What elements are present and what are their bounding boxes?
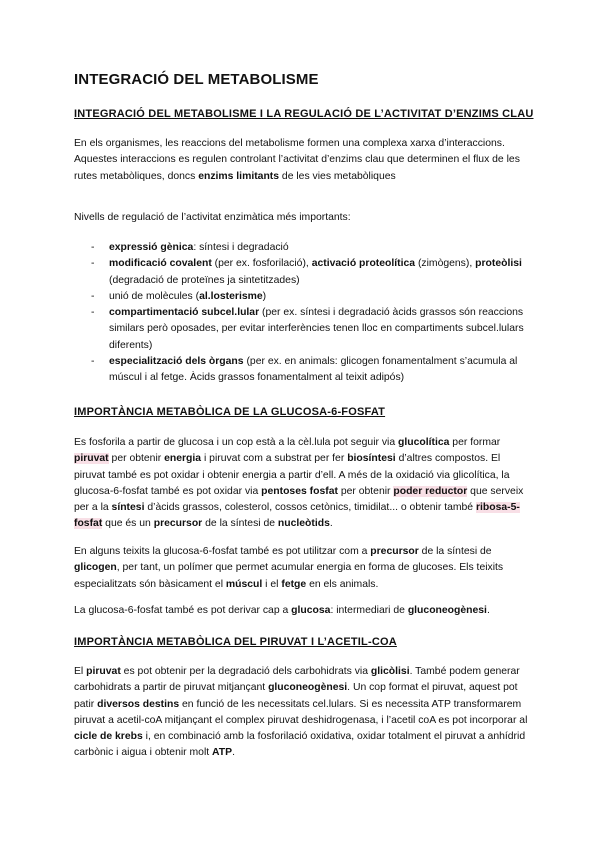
highlighted-term: piruvat <box>74 453 109 465</box>
text-run: . També podem generar carbohidrats a partir de piruvat mitjançant <box>74 666 520 694</box>
bold-term: al.losterisme <box>199 290 263 302</box>
text-run: que serveix per a la <box>74 485 524 514</box>
highlighted-term: poder reductor <box>393 485 468 497</box>
text-run: unió de molècules ( <box>109 290 200 302</box>
paragraph-g6p-2 <box>74 544 534 593</box>
text-run: . <box>329 518 333 530</box>
bold-term: síntesi <box>111 502 145 514</box>
bold-term: fetge <box>281 578 307 590</box>
page-title: INTEGRACIÓ DEL METABOLISME <box>74 71 319 88</box>
text-run: (degradació de proteïnes ja sintetitzades) <box>109 274 300 286</box>
text-run: d’altres compostos. El piruvat també es pot oxidar i obtenir energia a partir d’ell. A més de la oxidació via glicolítica, la glucosa-6-fosfat també es pot oxidar via <box>74 453 510 497</box>
text-run: en funció de les necessitats cel.lulars. Si es necessita ATP transformarem piruvat a acetil-coA mitjançant el complex piruvat deshidrogenasa, i l’acetil coA es pot incorporar al <box>74 698 528 726</box>
bold-term: precursor <box>153 518 203 530</box>
bold-term: cicle de krebs <box>74 731 143 743</box>
bold-term: precursor <box>370 546 419 557</box>
paragraph-intro <box>74 136 534 185</box>
text-run: . <box>486 605 490 616</box>
text-run: i, en combinació amb la fosforilació oxidativa, oxidar totalment el piruvat a anhídrid carbònic i aigua i obtenir molt <box>74 731 526 759</box>
text-run: de la síntesi de <box>202 518 278 530</box>
bold-term: energia <box>164 453 202 465</box>
bold-term: glucolítica <box>398 437 450 448</box>
bold-term: biosíntesi <box>347 453 396 465</box>
text-run: , per tant, un polímer que permet acumular energia en forma de glucoses. Els teixits especialitzats són bàsicament el <box>74 562 504 590</box>
text-run: . Un cop format el piruvat, aquest pot patir <box>74 682 518 710</box>
text-run: (per ex. en animals: glicogen fonamentalment s’acumula al múscul i al fetge. Àcids grassos fonamentalment al teixit adipós) <box>109 356 518 384</box>
bold-term: gluconeogènesi <box>268 682 348 694</box>
text-run: d’àcids grassos, colesterol, cossos cetònics, timidilat... o obtenir també <box>144 502 476 514</box>
bold-term: pentoses fosfat <box>261 485 338 497</box>
text-run: El <box>74 666 87 677</box>
paragraph-g6p-3 <box>74 603 534 619</box>
text-run: i el <box>262 578 282 590</box>
text-run: En els organismes, les reaccions del metabolisme formen una complexa xarxa d’interaccions. Aquestes interaccions es regulen controlant l’activitat d’enzims clau que determinen el flux de les rutes metabòliques, doncs <box>74 138 520 182</box>
bold-term: ATP <box>212 747 233 759</box>
list-item <box>74 289 534 305</box>
paragraph-g6p-1 <box>74 435 534 533</box>
bold-term: compartimentació subcel.lular <box>109 307 260 319</box>
section-heading-pyruvate: IMPORTÀNCIA METABÒLICA DEL PIRUVAT I L’ACETIL-COA <box>74 636 397 648</box>
text-run: de la síntesi de <box>418 546 492 557</box>
list-item <box>74 305 534 354</box>
bold-term: expressió gènica <box>109 242 194 253</box>
text-run: que és un <box>102 518 154 530</box>
text-run: La glucosa-6-fosfat també es pot derivar cap a <box>74 605 292 616</box>
text-run: : intermediari de <box>330 605 408 616</box>
section-heading-regulation: INTEGRACIÓ DEL METABOLISME I LA REGULACIÓ DE L’ACTIVITAT D’ENZIMS CLAU <box>74 108 534 120</box>
text-run: En alguns teixits la glucosa-6-fosfat també es pot utilitzar com a <box>74 546 371 557</box>
text-run: ) <box>262 290 267 302</box>
bold-term: gluconeogènesi <box>407 605 487 616</box>
bold-term: glucosa <box>291 605 331 616</box>
bold-term: diversos destins <box>97 698 180 710</box>
list-item <box>74 240 534 256</box>
text-run: . <box>232 747 235 759</box>
bold-term: especialització dels òrgans <box>109 356 244 368</box>
text-run: en els animals. <box>306 578 379 590</box>
text-run: es pot obtenir per la degradació dels carbohidrats via <box>120 666 371 677</box>
bold-term: piruvat <box>86 666 121 677</box>
bold-term: glicòlisi <box>370 666 410 677</box>
text-run: (per ex. fosforilació), <box>211 258 312 270</box>
text-run: per obtenir <box>337 485 394 497</box>
bold-term: activació proteolítica <box>311 258 416 270</box>
text-run: de les vies metabòliques <box>279 170 396 182</box>
bold-term: modificació covalent <box>109 258 212 270</box>
text-run: i piruvat com a substrat per fer <box>201 453 348 465</box>
text-run: : síntesi i degradació <box>193 242 289 253</box>
bold-term: nucleòtids <box>277 518 330 530</box>
regulation-levels-list <box>74 240 534 387</box>
text-run: (per ex. síntesi i degradació àcids grassos són reaccions similars però oposades, per evitar interferències tenen lloc en compartiments subcel.lulars diferents) <box>109 307 524 351</box>
list-item <box>74 354 534 387</box>
highlighted-term: ribosa-5-fosfat <box>74 502 520 530</box>
paragraph-levels: Nivells de regulació de l’activitat enzimàtica més importants: <box>74 212 351 223</box>
text-run: per obtenir <box>108 453 165 465</box>
list-item <box>74 256 534 289</box>
paragraph-pyruvate <box>74 664 534 762</box>
text-run: Es fosforila a partir de glucosa i un cop està a la cèl.lula pot seguir via <box>74 437 399 448</box>
text-run: per formar <box>449 437 501 448</box>
text-run: (zimògens), <box>415 258 476 270</box>
bold-term: glicogen <box>74 562 117 574</box>
bold-term: múscul <box>225 578 263 590</box>
bold-term: enzims limitants <box>198 170 280 182</box>
bold-term: proteòlisi <box>475 258 522 270</box>
section-heading-glucose-6-phosphate: IMPORTÀNCIA METABÒLICA DE LA GLUCOSA-6-FOSFAT <box>74 406 386 418</box>
